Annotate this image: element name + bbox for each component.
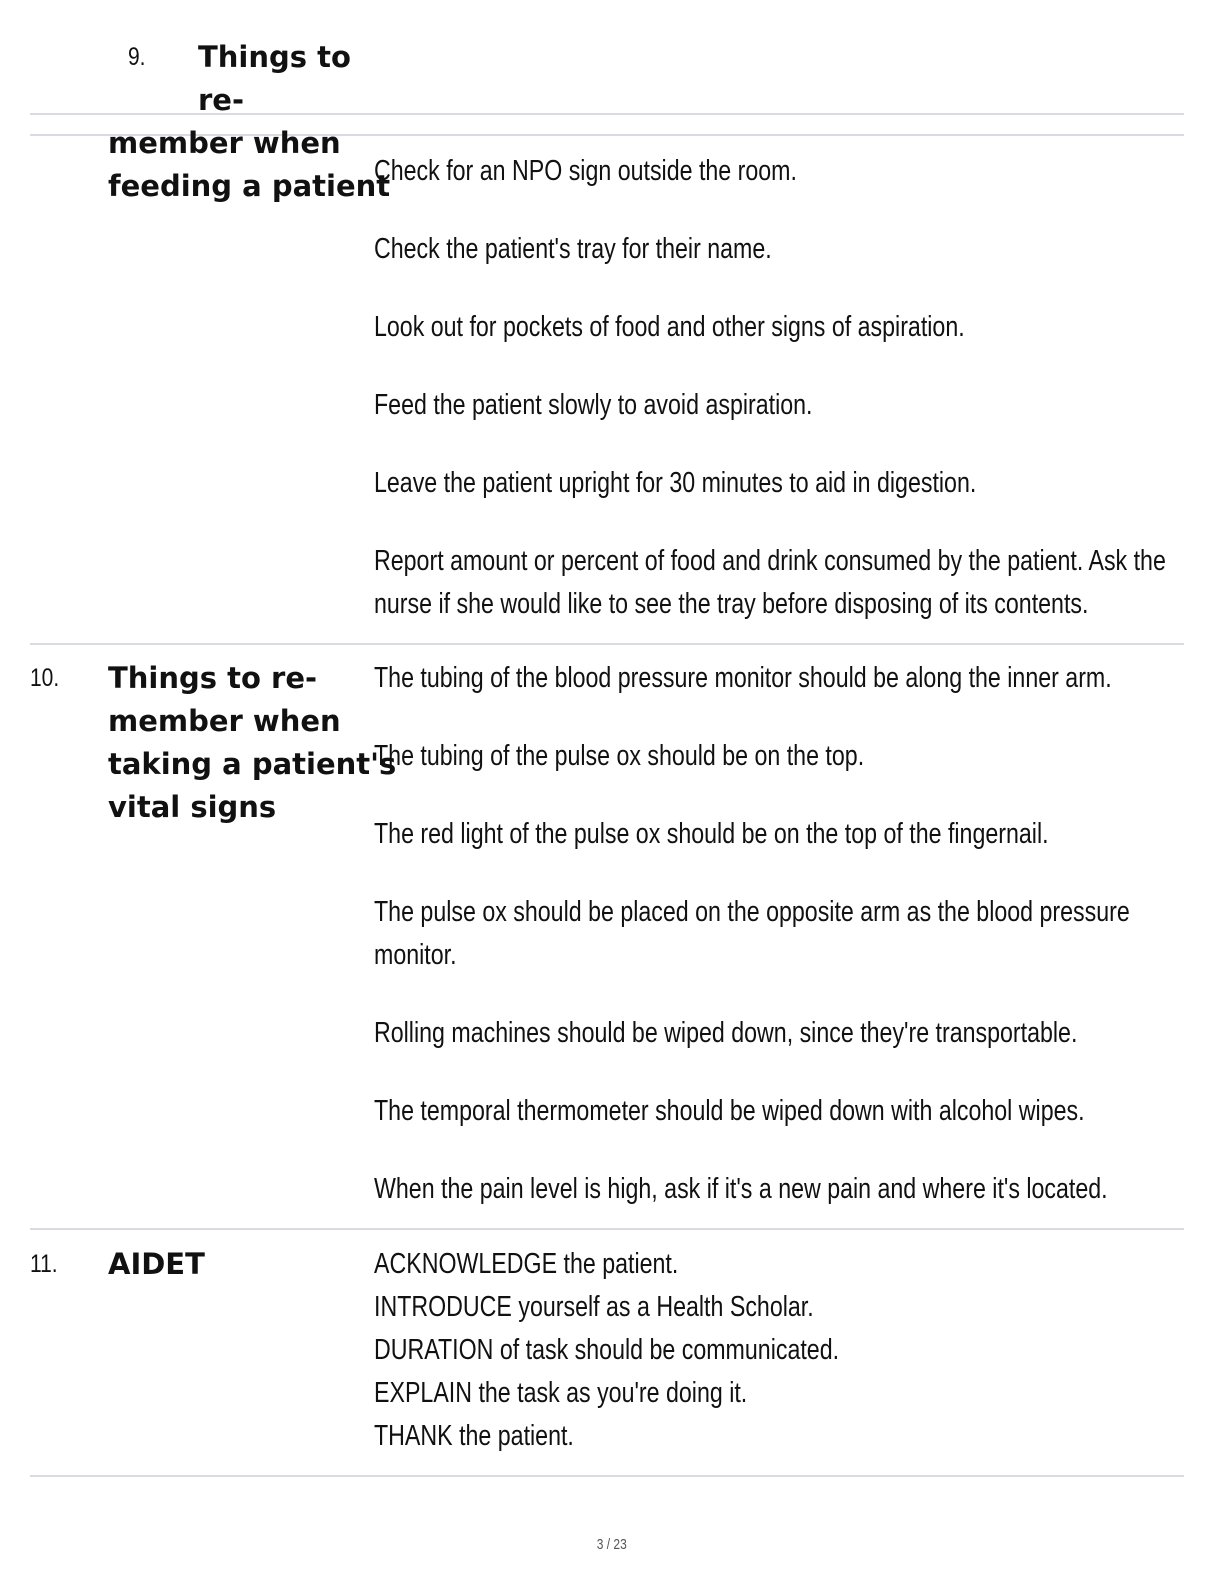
list-item: Check for an NPO sign outside the room. (374, 155, 797, 187)
divider (30, 1475, 1184, 1477)
list-item: THANK the patient. (374, 1420, 574, 1452)
list-item: The tubing of the pulse ox should be on the top. (374, 740, 865, 772)
list-item: nurse if she would like to see the tray before disposing of its contents. (374, 588, 1089, 620)
list-item: Feed the patient slowly to avoid aspiration. (374, 389, 813, 421)
list-item: When the pain level is high, ask if it's a new pain and where it's located. (374, 1173, 1108, 1205)
list-item: Look out for pockets of food and other signs of aspiration. (374, 311, 965, 343)
heading-line: taking a patient's (108, 747, 397, 781)
heading-line: Things to re- (198, 40, 351, 117)
section-heading (108, 1243, 373, 1286)
divider (30, 1228, 1184, 1230)
list-item: The tubing of the blood pressure monitor should be along the inner arm. (374, 662, 1112, 694)
section-number: 10. (30, 664, 60, 692)
list-item: The temporal thermometer should be wiped down with alcohol wipes. (374, 1095, 1085, 1127)
page-footer (0, 1536, 1224, 1553)
list-item: Leave the patient upright for 30 minutes to aid in digestion. (374, 467, 977, 499)
list-item: Check the patient's tray for their name. (374, 233, 772, 265)
divider (30, 643, 1184, 645)
list-item: monitor. (374, 939, 457, 971)
list-item: INTRODUCE yourself as a Health Scholar. (374, 1291, 814, 1323)
heading-line: vital signs (108, 790, 277, 824)
list-item: Rolling machines should be wiped down, since they're transportable. (374, 1017, 1078, 1049)
list-item: EXPLAIN the task as you're doing it. (374, 1377, 748, 1409)
list-item: Report amount or percent of food and drink consumed by the patient. Ask the (374, 545, 1166, 577)
list-item: DURATION of task should be communicated. (374, 1334, 840, 1366)
heading-line: member when (108, 704, 341, 738)
section-heading (108, 657, 397, 829)
section-heading (108, 36, 391, 208)
heading-line: feeding a patient (108, 169, 391, 203)
heading-line: Things to re- (108, 661, 318, 695)
page-indicator: 3 / 23 (596, 1536, 628, 1553)
list-item: The pulse ox should be placed on the opposite arm as the blood pressure (374, 896, 1130, 928)
list-item: ACKNOWLEDGE the patient. (374, 1248, 679, 1280)
heading-line: member when (108, 126, 341, 160)
heading-line: AIDET (108, 1247, 205, 1281)
list-item: The red light of the pulse ox should be on the top of the fingernail. (374, 818, 1049, 850)
section-number: 11. (30, 1250, 58, 1278)
section-number: 9. (128, 43, 146, 71)
